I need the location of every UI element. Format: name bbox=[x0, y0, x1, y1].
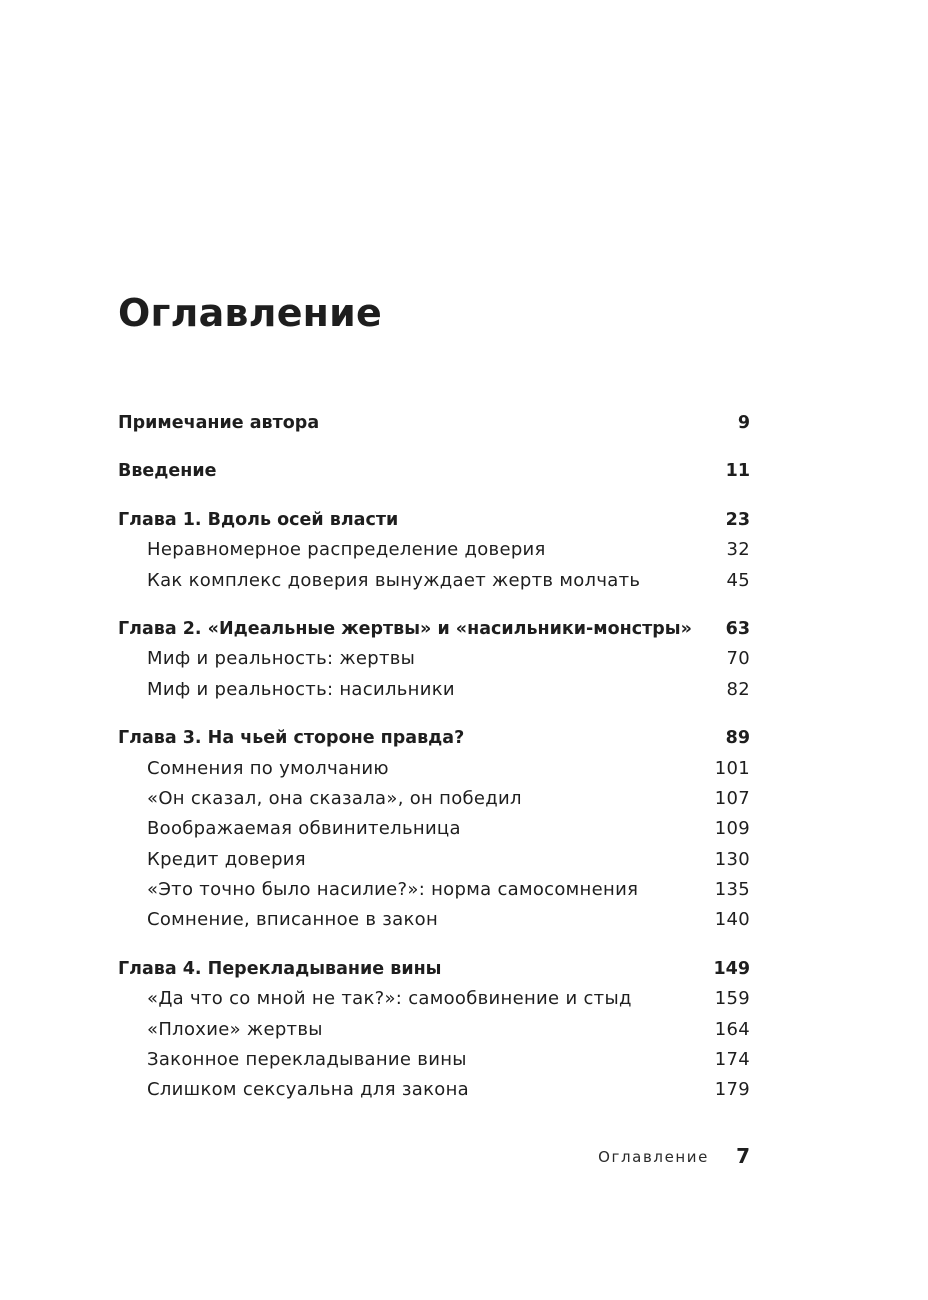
toc-section bbox=[118, 984, 750, 1014]
toc-section-page: 179 bbox=[714, 1079, 750, 1101]
toc-entry-introduction bbox=[118, 456, 750, 486]
toc-section-page: 109 bbox=[714, 818, 750, 840]
toc-section-label: Законное перекладывание вины bbox=[147, 1049, 467, 1071]
toc-chapter-2 bbox=[118, 614, 750, 644]
toc-chapter-3 bbox=[118, 723, 750, 753]
toc-section-page: 140 bbox=[714, 909, 750, 931]
toc-section bbox=[118, 1075, 750, 1105]
toc-section-label: «Да что со мной не так?»: самообвинение и стыд bbox=[147, 988, 632, 1010]
toc-entry-page: 11 bbox=[725, 461, 750, 482]
toc-section-page: 32 bbox=[726, 539, 750, 561]
page-number: 7 bbox=[736, 1144, 750, 1168]
toc-section-page: 107 bbox=[714, 787, 750, 809]
toc-section bbox=[118, 644, 750, 674]
toc-section bbox=[118, 566, 750, 596]
toc-entry-label: Примечание автора bbox=[118, 413, 320, 433]
toc-section-label: Неравномерное распределение доверия bbox=[147, 539, 546, 561]
toc-section bbox=[118, 754, 750, 784]
toc-section-label: Сомнения по умолчанию bbox=[147, 757, 389, 779]
toc-chapter-page: 23 bbox=[725, 509, 750, 530]
toc-section bbox=[118, 784, 750, 814]
toc-section-page: 130 bbox=[714, 848, 750, 870]
toc-chapter-page: 63 bbox=[725, 618, 750, 639]
page-footer bbox=[0, 1142, 750, 1172]
toc-chapter-label: Глава 3. На чьей стороне правда? bbox=[118, 728, 465, 749]
toc-section-label: Сомнение, вписанное в закон bbox=[147, 909, 439, 931]
toc-section-label: Кредит доверия bbox=[147, 848, 306, 870]
toc-section-page: 159 bbox=[714, 988, 750, 1010]
toc-section bbox=[118, 814, 750, 844]
toc-chapter-page: 149 bbox=[713, 958, 750, 979]
toc-entry-label: Введение bbox=[118, 461, 217, 482]
toc-entry-page: 9 bbox=[737, 413, 750, 433]
toc-section bbox=[118, 675, 750, 705]
page-title: Оглавление bbox=[118, 291, 382, 335]
toc-chapter-4 bbox=[118, 954, 750, 984]
running-title: Оглавление bbox=[598, 1148, 709, 1166]
toc-section bbox=[118, 875, 750, 905]
toc-section-page: 45 bbox=[726, 569, 750, 591]
toc-section bbox=[118, 905, 750, 935]
toc-section-label: «Это точно было насилие?»: норма самосомнения bbox=[147, 879, 639, 901]
toc-section bbox=[118, 1015, 750, 1045]
toc-section-page: 135 bbox=[714, 879, 750, 901]
toc-section bbox=[118, 1045, 750, 1075]
toc-section-label: Как комплекс доверия вынуждает жертв молчать bbox=[147, 569, 641, 591]
toc-section-label: «Он сказал, она сказала», он победил bbox=[147, 787, 522, 809]
toc-section-page: 70 bbox=[726, 648, 750, 670]
toc-section-page: 101 bbox=[714, 757, 750, 779]
toc-chapter-label: Глава 2. «Идеальные жертвы» и «насильники-монстры» bbox=[118, 618, 692, 639]
toc-chapter-label: Глава 1. Вдоль осей власти bbox=[118, 509, 399, 530]
toc-section-page: 164 bbox=[714, 1018, 750, 1040]
toc-section bbox=[118, 845, 750, 875]
toc-section-label: Слишком сексуальна для закона bbox=[147, 1079, 469, 1101]
toc-chapter-label: Глава 4. Перекладывание вины bbox=[118, 958, 442, 979]
table-of-contents bbox=[118, 408, 750, 1106]
toc-entry-author-note bbox=[118, 408, 750, 438]
toc-section-label: Миф и реальность: жертвы bbox=[147, 648, 416, 670]
toc-section-label: «Плохие» жертвы bbox=[147, 1018, 323, 1040]
toc-section-label: Воображаемая обвинительница bbox=[147, 818, 461, 840]
toc-chapter-1 bbox=[118, 505, 750, 535]
toc-section-label: Миф и реальность: насильники bbox=[147, 678, 455, 700]
toc-section-page: 82 bbox=[726, 678, 750, 700]
toc-chapter-page: 89 bbox=[725, 728, 750, 749]
toc-section bbox=[118, 535, 750, 565]
toc-section-page: 174 bbox=[714, 1049, 750, 1071]
